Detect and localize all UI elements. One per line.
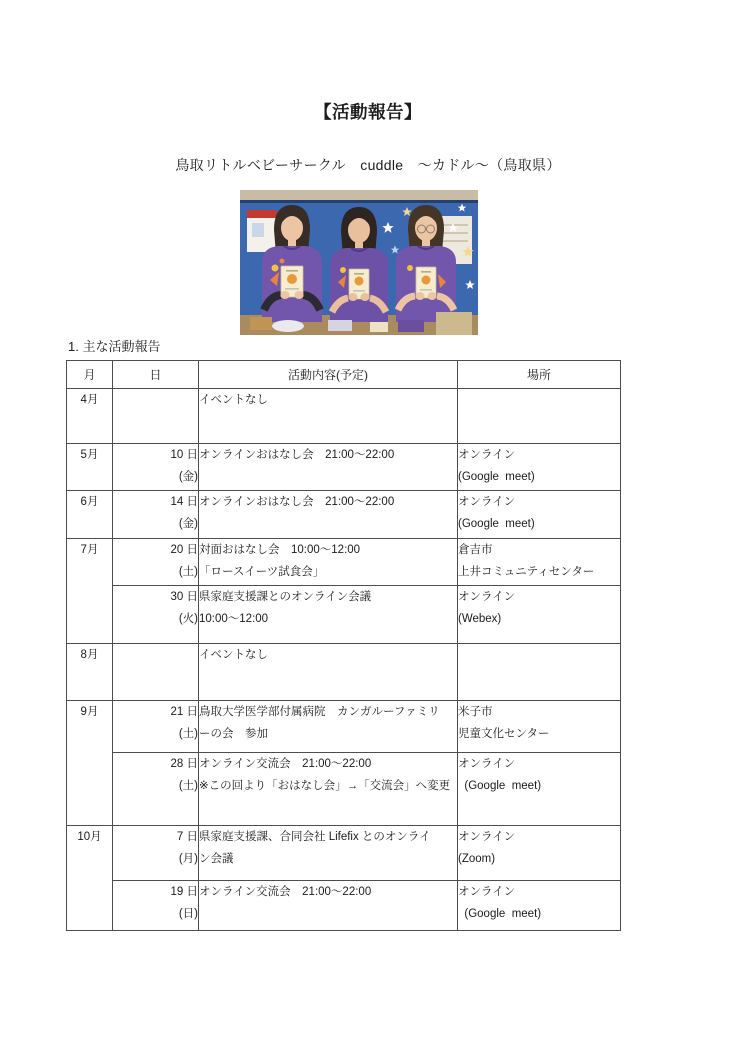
- activity-cell-line: オンライン交流会 21:00～22:00: [199, 886, 372, 898]
- day-cell: [113, 389, 199, 444]
- activity-cell-line: 県家庭支援課、合同会社 Lifefix とのオンライ: [199, 831, 431, 843]
- table-row: [67, 826, 621, 881]
- activity-cell-line: 対面おはなし会 10:00～12:00: [199, 544, 361, 556]
- activity-cell: [199, 586, 458, 644]
- table-header-row: [67, 361, 621, 389]
- page-title: 【活動報告】: [314, 102, 422, 122]
- month-cell-line: 8月: [80, 649, 99, 661]
- activity-cell-line: オンラインおはなし会 21:00～22:00: [199, 449, 395, 461]
- place-cell: [458, 539, 621, 586]
- header-day: 日: [113, 361, 199, 389]
- day-cell-line: 30 日: [170, 591, 198, 603]
- table-row: [67, 586, 621, 644]
- place-cell-line: 児童文化センター: [458, 728, 550, 740]
- place-cell: [458, 881, 621, 931]
- place-cell: [458, 826, 621, 881]
- month-cell: [67, 389, 113, 444]
- table-row: [67, 701, 621, 753]
- day-cell-line: 7 日: [176, 831, 198, 843]
- place-cell-line: (Zoom): [458, 853, 496, 865]
- group-photo-illustration: [240, 190, 478, 335]
- place-cell-line: オンライン: [458, 758, 516, 770]
- place-cell: [458, 491, 621, 539]
- table-row: [67, 644, 621, 701]
- activity-cell-line: オンライン交流会 21:00～22:00: [199, 758, 372, 770]
- month-cell-line: 10月: [77, 831, 102, 843]
- activity-cell-line: ン会議: [199, 853, 234, 865]
- section-heading: 1. 主な活動報告: [68, 339, 161, 354]
- day-cell-line: (金): [178, 518, 198, 530]
- day-cell: [113, 444, 199, 491]
- day-cell: [113, 586, 199, 644]
- day-cell-line: (火): [178, 613, 198, 625]
- day-cell-line: 28 日: [170, 758, 198, 770]
- header-activity: 活動内容(予定): [199, 361, 458, 389]
- day-cell: [113, 826, 199, 881]
- place-cell-line: (Google meet): [458, 780, 542, 792]
- place-cell-line: オンライン: [458, 496, 516, 508]
- activity-cell-line: 「ロースイーツ試食会」: [199, 566, 325, 578]
- month-cell: [67, 539, 113, 644]
- month-cell-line: 9月: [80, 706, 99, 718]
- header-month: 月: [67, 361, 113, 389]
- activity-cell-line: ーの会 参加: [199, 728, 268, 740]
- day-cell-line: (月): [178, 853, 198, 865]
- day-cell-line: (金): [178, 471, 198, 483]
- day-cell: [113, 881, 199, 931]
- place-cell: [458, 444, 621, 491]
- day-cell-line: 14 日: [170, 496, 198, 508]
- activity-table: [66, 360, 621, 931]
- day-cell-line: (土): [178, 728, 198, 740]
- place-cell-line: (Google meet): [458, 518, 535, 530]
- activity-cell-line: 鳥取大学医学部付属病院 カンガルーファミリ: [199, 706, 440, 718]
- day-cell-line: 21 日: [170, 706, 198, 718]
- table-row: [67, 881, 621, 931]
- month-cell: [67, 491, 113, 539]
- day-cell: [113, 701, 199, 753]
- place-cell: [458, 753, 621, 826]
- day-cell-line: 20 日: [170, 544, 198, 556]
- place-cell: [458, 644, 621, 701]
- activity-cell: [199, 753, 458, 826]
- activity-cell: [199, 826, 458, 881]
- activity-cell-line: イベントなし: [199, 649, 268, 661]
- activity-cell: [199, 644, 458, 701]
- month-cell: [67, 444, 113, 491]
- activity-cell-line: ※この回より「おはなし会」→「交流会」へ変更: [199, 780, 451, 792]
- activity-table-body: [67, 389, 621, 931]
- activity-cell: [199, 444, 458, 491]
- place-cell-line: (Google meet): [458, 471, 535, 483]
- activity-cell-line: イベントなし: [199, 394, 268, 406]
- day-cell: [113, 491, 199, 539]
- place-cell: [458, 586, 621, 644]
- place-cell-line: オンライン: [458, 591, 516, 603]
- month-cell-line: 5月: [80, 449, 99, 461]
- activity-cell: [199, 539, 458, 586]
- activity-cell-line: 10:00～12:00: [199, 613, 269, 625]
- table-row: [67, 753, 621, 826]
- place-cell-line: オンライン: [458, 831, 516, 843]
- table-row: [67, 539, 621, 586]
- place-cell: [458, 701, 621, 753]
- header-place: 場所: [458, 361, 621, 389]
- activity-cell: [199, 701, 458, 753]
- activity-cell-line: 県家庭支援課とのオンライン会議: [199, 591, 372, 603]
- month-cell-line: 7月: [80, 544, 99, 556]
- day-cell-line: (土): [178, 780, 198, 792]
- month-cell-line: 6月: [80, 496, 99, 508]
- place-cell-line: 上井コミュニティセンター: [458, 566, 595, 578]
- activity-cell-line: オンラインおはなし会 21:00～22:00: [199, 496, 395, 508]
- month-cell-line: 4月: [80, 394, 99, 406]
- table-row: [67, 444, 621, 491]
- place-cell: [458, 389, 621, 444]
- day-cell: [113, 644, 199, 701]
- table-row: [67, 389, 621, 444]
- activity-cell: [199, 881, 458, 931]
- day-cell: [113, 539, 199, 586]
- page-subtitle: 鳥取リトルベビーサークル cuddle ～カドル～（鳥取県）: [175, 157, 561, 173]
- day-cell: [113, 753, 199, 826]
- place-cell-line: (Webex): [458, 613, 502, 625]
- day-cell-line: 19 日: [170, 886, 198, 898]
- month-cell: [67, 826, 113, 931]
- day-cell-line: (土): [178, 566, 198, 578]
- activity-cell: [199, 491, 458, 539]
- place-cell-line: オンライン: [458, 886, 516, 898]
- group-photo: [240, 190, 478, 335]
- month-cell: [67, 644, 113, 701]
- place-cell-line: 米子市: [458, 706, 493, 718]
- place-cell-line: 倉吉市: [458, 544, 493, 556]
- place-cell-line: (Google meet): [458, 908, 542, 920]
- activity-cell: [199, 389, 458, 444]
- table-row: [67, 491, 621, 539]
- day-cell-line: 10 日: [170, 449, 198, 461]
- place-cell-line: オンライン: [458, 449, 516, 461]
- day-cell-line: (日): [178, 908, 198, 920]
- month-cell: [67, 701, 113, 826]
